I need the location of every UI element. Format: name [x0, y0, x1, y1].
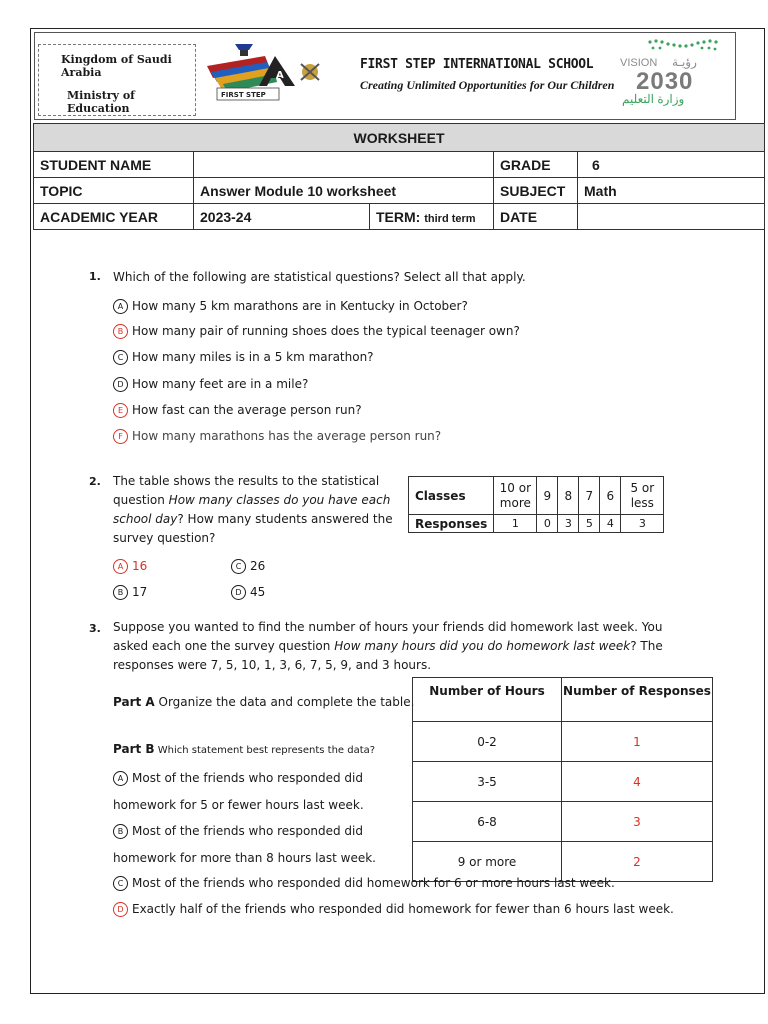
topic-value: Answer Module 10 worksheet	[194, 178, 494, 204]
response-cell: 5	[579, 515, 600, 533]
q2-text	[113, 472, 403, 548]
q2-option-a[interactable]	[113, 559, 147, 574]
student-info-table	[33, 123, 765, 230]
option-letter-d: D	[231, 585, 246, 600]
response-cell: 1	[494, 515, 537, 533]
q2-number: 2.	[89, 475, 101, 488]
q3-option-b-line1: Most of the friends who responded did	[132, 824, 363, 838]
grade-value: 6	[578, 152, 765, 178]
response-answer-cell[interactable]: 3	[562, 802, 713, 842]
q1-option-e[interactable]	[113, 403, 362, 418]
q3-hours-table	[412, 677, 713, 882]
q3-part-b: Part B Which statement best represents the data?	[113, 742, 376, 756]
term-value: third term	[424, 212, 476, 225]
q2-line3: school day? How many students answered the	[113, 512, 393, 526]
q1-option-a-text: How many 5 km marathons are in Kentucky in October?	[132, 299, 468, 313]
response-cell: 4	[600, 515, 621, 533]
vision-label-ar: رؤيـة	[672, 55, 697, 69]
q2-option-c[interactable]	[231, 559, 265, 574]
date-field[interactable]	[578, 204, 765, 230]
classes-header: Classes	[409, 477, 494, 515]
responses-header: Number of Responses	[562, 678, 713, 722]
grade-label: GRADE	[494, 152, 578, 178]
class-cell: 5 or less	[621, 477, 664, 515]
class-cell: 6	[600, 477, 621, 515]
option-letter-e: E	[113, 403, 128, 418]
ksa-line1: Kingdom of Saudi Arabia	[61, 53, 172, 79]
student-name-field[interactable]	[194, 152, 494, 178]
hours-cell: 6-8	[413, 802, 562, 842]
q2-option-a-text: 16	[132, 559, 148, 573]
q3-option-a-line2: homework for 5 or fewer hours last week.	[113, 798, 364, 812]
q2-survey-table	[408, 476, 664, 533]
school-logo-icon	[205, 36, 345, 106]
q3-number: 3.	[89, 622, 101, 635]
q2-option-d[interactable]	[231, 585, 265, 600]
option-letter-c: C	[113, 350, 128, 365]
q1-option-b-text: How many pair of running shoes does the typical teenager own?	[132, 324, 520, 338]
q3-line3: responses were 7, 5, 10, 1, 3, 6, 7, 5, 9, and 3 hours.	[113, 658, 432, 672]
subject-value: Math	[578, 178, 765, 204]
class-cell: 9	[537, 477, 558, 515]
q2-line4: survey question?	[113, 531, 216, 545]
q2-option-b-text: 17	[132, 585, 148, 599]
option-letter-d: D	[113, 377, 128, 392]
ksa-ministry-box	[38, 44, 196, 116]
school-tagline: Creating Unlimited Opportunities for Our Children	[360, 78, 615, 92]
q1-option-d-text: How many feet are in a mile?	[132, 377, 309, 391]
response-cell: 3	[621, 515, 664, 533]
hours-cell: 3-5	[413, 762, 562, 802]
hours-cell: 0-2	[413, 722, 562, 762]
q1-option-d[interactable]	[113, 377, 308, 392]
q3-option-a-line1: Most of the friends who responded did	[132, 771, 363, 785]
q1-option-b[interactable]	[113, 324, 520, 339]
q1-option-c[interactable]	[113, 350, 374, 365]
academic-year-value: 2023-24	[194, 204, 370, 230]
response-answer-cell[interactable]: 1	[562, 722, 713, 762]
ksa-line2: Ministry of Education	[67, 89, 135, 115]
option-letter-a: A	[113, 771, 128, 786]
q1-option-c-text: How many miles is in a 5 km marathon?	[132, 350, 374, 364]
option-letter-c: C	[113, 876, 128, 891]
q2-option-b[interactable]	[113, 585, 147, 600]
worksheet-title: WORKSHEET	[34, 124, 765, 152]
q1-option-e-text: How fast can the average person run?	[132, 403, 362, 417]
option-letter-b: B	[113, 824, 128, 839]
response-answer-cell[interactable]: 2	[562, 842, 713, 882]
q3-option-a[interactable]	[113, 771, 363, 786]
option-letter-b: B	[113, 585, 128, 600]
vision-label: VISION	[620, 57, 658, 69]
q2-line1: The table shows the results to the statistical	[113, 474, 380, 488]
academic-year-label: ACADEMIC YEAR	[34, 204, 194, 230]
option-letter-a: A	[113, 299, 128, 314]
q1-option-f-text: How many marathons has the average person run?	[132, 429, 442, 443]
q1-option-a[interactable]	[113, 299, 468, 314]
student-name-label: STUDENT NAME	[34, 152, 194, 178]
class-cell: 7	[579, 477, 600, 515]
q1-option-f[interactable]	[113, 429, 441, 444]
class-cell: 10 or more	[494, 477, 537, 515]
topic-label: TOPIC	[34, 178, 194, 204]
ministry-label-ar: وزارة التعليم	[622, 92, 685, 106]
svg-text:A: A	[276, 70, 284, 81]
option-letter-f: F	[113, 429, 128, 444]
q3-option-c-text: Most of the friends who responded did homework for 6 or more hours last week.	[132, 876, 615, 890]
option-letter-d: D	[113, 902, 128, 917]
q2-option-c-text: 26	[250, 559, 266, 573]
term-label: TERM:	[376, 208, 421, 225]
option-letter-c: C	[231, 559, 246, 574]
q1-text: Which of the following are statistical questions? Select all that apply.	[113, 270, 526, 284]
q2-line2: question How many classes do you have each	[113, 493, 391, 507]
q3-option-b[interactable]	[113, 824, 363, 839]
option-letter-a: A	[113, 559, 128, 574]
q3-line1: Suppose you wanted to find the number of hours your friends did homework last week. You	[113, 620, 663, 634]
response-cell: 0	[537, 515, 558, 533]
date-label: DATE	[494, 204, 578, 230]
class-cell: 8	[558, 477, 579, 515]
hours-cell: 9 or more	[413, 842, 562, 882]
svg-text:FIRST STEP: FIRST STEP	[221, 91, 266, 99]
vision-number: 2030	[636, 68, 694, 95]
q3-option-d-text: Exactly half of the friends who responded did homework for fewer than 6 hours last week.	[132, 902, 674, 916]
q3-option-d[interactable]	[113, 902, 674, 917]
subject-label: SUBJECT	[494, 178, 578, 204]
q3-part-a: Part A Organize the data and complete the table.	[113, 695, 415, 709]
school-name: FIRST STEP INTERNATIONAL SCHOOL	[360, 57, 594, 72]
q3-line2: asked each one the survey question How many hours did you do homework last week? The	[113, 639, 663, 653]
q1-number: 1.	[89, 270, 101, 283]
hours-header: Number of Hours	[413, 678, 562, 722]
response-cell: 3	[558, 515, 579, 533]
q3-option-b-line2: homework for more than 8 hours last week.	[113, 851, 376, 865]
responses-header: Responses	[409, 515, 494, 533]
q3-option-c[interactable]	[113, 876, 615, 891]
response-answer-cell[interactable]: 4	[562, 762, 713, 802]
q2-option-d-text: 45	[250, 585, 266, 599]
option-letter-b: B	[113, 324, 128, 339]
q3-text	[113, 618, 733, 675]
term-cell	[370, 204, 494, 230]
